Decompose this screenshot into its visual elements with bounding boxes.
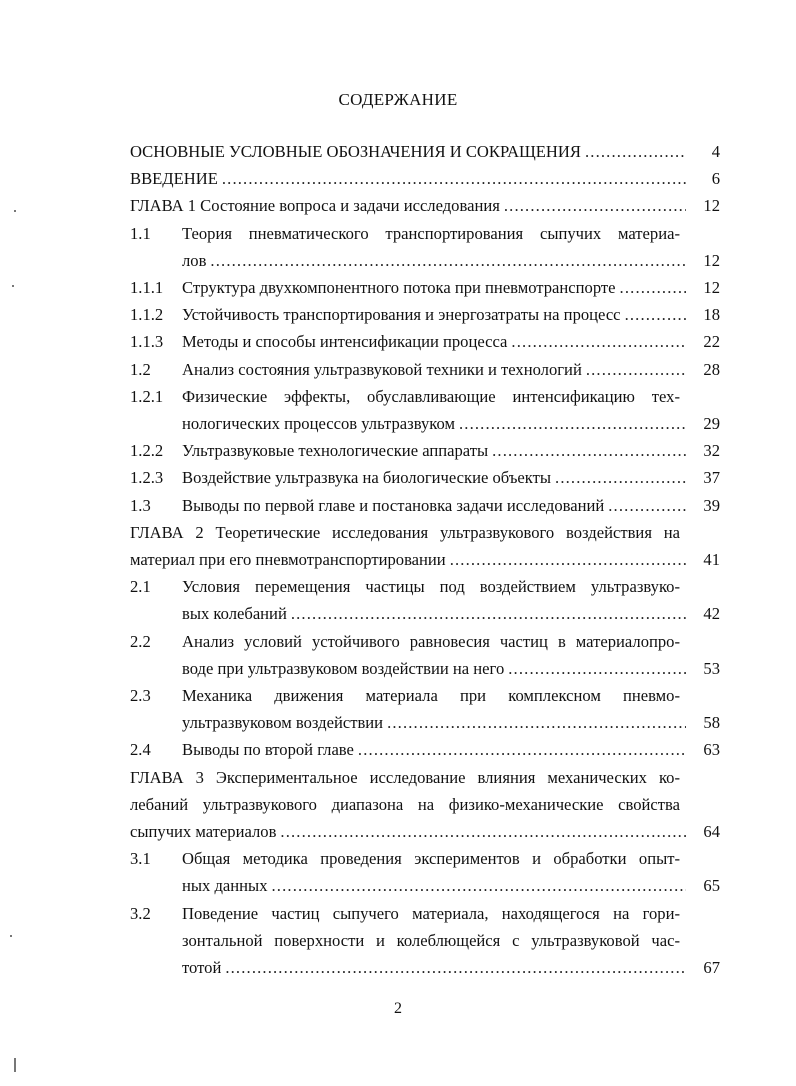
toc-entry-number: 2.4: [130, 740, 151, 760]
dot-leader: [387, 709, 686, 736]
dot-leader: [508, 655, 686, 682]
dot-leader: [492, 437, 686, 464]
toc-entry-title-line: ОСНОВНЫЕ УСЛОВНЫЕ ОБОЗНАЧЕНИЯ И СОКРАЩЕНИЯ: [130, 142, 581, 161]
toc-entry-page: 4: [711, 142, 720, 161]
toc-entry: [130, 356, 720, 383]
dot-leader: [450, 546, 686, 573]
toc-entry-title-line: ГЛАВА 3 Экспериментальное исследование влияния механических ко-: [130, 767, 680, 787]
dot-leader: [459, 410, 686, 437]
toc-entry-page: 12: [703, 278, 720, 298]
toc-entry-title-line: воде при ультразвуковом воздействии на него: [182, 658, 505, 678]
toc-entry-title-line: Методы и способы интенсификации процесса: [182, 332, 508, 352]
toc-entry-number: 2.1: [130, 577, 151, 597]
dot-leader: [511, 328, 686, 355]
toc-entry-number: 1.1.3: [130, 332, 164, 352]
toc-entry-title-line: Воздействие ультразвука на биологические объекты: [182, 468, 552, 488]
dot-leader: [225, 954, 686, 981]
scan-mark: [14, 210, 16, 212]
toc-entry-title-line: Анализ условий устойчивого равновесия частиц в материалопро-: [182, 631, 680, 651]
toc-entry-number: 1.1: [130, 223, 151, 243]
toc-entry-number: 2.2: [130, 631, 151, 651]
scan-mark: [14, 1058, 16, 1072]
toc-entry-title-line: Анализ состояния ультразвуковой техники и технологий: [182, 359, 582, 379]
toc-entry-page: 28: [703, 359, 720, 379]
toc-entry-page: 42: [703, 604, 720, 624]
toc-entry-page: 12: [703, 196, 720, 216]
dot-leader: [272, 872, 687, 899]
toc-entry-page: 22: [703, 332, 720, 352]
toc-entry-page: 65: [703, 876, 720, 896]
toc-entry: [130, 220, 720, 274]
toc-entry: [130, 519, 720, 573]
toc-entry: [130, 165, 720, 192]
toc-entry: [130, 464, 720, 491]
toc-entry-page: 58: [703, 713, 720, 733]
dot-leader: [358, 736, 686, 763]
toc-entry-title-line: ультразвуковом воздействии: [182, 713, 384, 733]
dot-leader: [625, 301, 686, 328]
toc-entry-number: 1.2.3: [130, 468, 164, 488]
dot-leader: [555, 464, 686, 491]
toc-entry-title-line: Общая методика проведения экспериментов и обработки опыт-: [182, 849, 680, 869]
dot-leader: [222, 165, 686, 192]
toc-entry: [130, 274, 720, 301]
toc-entry-title-line: Ультразвуковые технологические аппараты: [182, 441, 489, 461]
toc-entry-title-line: ГЛАВА 2 Теоретические исследования ультразвукового воздействия на: [130, 522, 680, 542]
toc-entry-number: 1.1.2: [130, 305, 164, 325]
toc-entry-title-line: Выводы по первой главе и постановка задачи исследований: [182, 495, 605, 515]
toc-entry-title-line: сыпучих материалов: [130, 822, 277, 842]
toc-entry-page: 37: [703, 468, 720, 488]
toc-entry-page: 64: [703, 822, 720, 842]
toc-entry-title-line: материал при его пневмотранспортировании: [130, 550, 446, 570]
dot-leader: [608, 492, 686, 519]
toc-entry-page: 53: [703, 658, 720, 678]
toc-entry-title-line: Структура двухкомпонентного потока при пневмотранспорте: [182, 278, 616, 298]
scan-mark: [10, 935, 12, 937]
toc-entry-page: 12: [703, 250, 720, 270]
toc-entry-page: 18: [703, 305, 720, 325]
toc-entry-title-line: Поведение частиц сыпучего материала, находящегося на гори-: [182, 903, 680, 923]
toc-entry-title-line: зонтальной поверхности и колеблющейся с ультразвуковой час-: [182, 930, 680, 950]
toc-entry-number: 3.1: [130, 849, 151, 869]
toc-entry-number: 2.3: [130, 686, 151, 706]
toc-entry: [130, 492, 720, 519]
toc-entry-title-line: Теория пневматического транспортирования сыпучих материа-: [182, 223, 680, 243]
toc-entry: [130, 301, 720, 328]
toc-entry-page: 67: [703, 958, 720, 978]
toc-entry-title-line: ГЛАВА 1 Состояние вопроса и задачи исследования: [130, 196, 500, 216]
toc-entry-number: 1.2: [130, 359, 151, 379]
toc-entry-title-line: Механика движения материала при комплексном пневмо-: [182, 686, 680, 706]
toc-entry-title-line: лов: [182, 250, 207, 270]
toc-entry: [130, 845, 720, 899]
toc-entry: [130, 628, 720, 682]
toc-entry-title-line: Выводы по второй главе: [182, 740, 354, 760]
toc-entry-number: 1.2.2: [130, 441, 164, 461]
toc-entry-title-line: лебаний ультразвукового диапазона на физико-механические свойства: [130, 794, 680, 814]
toc-entry-title-line: ных данных: [182, 876, 268, 896]
toc-entry-title-line: Условия перемещения частицы под воздействием ультразвуко-: [182, 577, 680, 597]
dot-leader: [585, 138, 686, 165]
dot-leader: [620, 274, 686, 301]
toc-entry-page: 32: [703, 441, 720, 461]
toc-entry: [130, 573, 720, 627]
toc-entry: [130, 383, 720, 437]
dot-leader: [586, 356, 686, 383]
toc-entry-title-line: нологических процессов ультразвуком: [182, 414, 455, 434]
toc-entry-number: 3.2: [130, 903, 151, 923]
page-number: 2: [394, 1000, 402, 1017]
toc-entry-title-line: Физические эффекты, обуславливающие интенсификацию тех-: [182, 386, 680, 406]
toc-entry: [130, 682, 720, 736]
dot-leader: [291, 600, 686, 627]
table-of-contents: [130, 138, 720, 981]
toc-entry: [130, 138, 720, 165]
dot-leader: [504, 192, 686, 219]
toc-entry: [130, 764, 720, 846]
toc-entry-page: 6: [711, 169, 720, 189]
toc-entry: [130, 328, 720, 355]
toc-entry-page: 39: [703, 495, 720, 515]
toc-entry-number: 1.1.1: [130, 278, 164, 298]
toc-entry-number: 1.3: [130, 495, 151, 515]
scan-mark: [12, 285, 14, 287]
page-title: СОДЕРЖАНИЕ: [338, 90, 458, 109]
toc-entry-title-line: Устойчивость транспортирования и энергозатраты на процесс: [182, 305, 621, 325]
toc-entry-title-line: ВВЕДЕНИЕ: [130, 169, 218, 189]
toc-entry: [130, 736, 720, 763]
toc-entry-title-line: тотой: [182, 958, 222, 978]
toc-entry: [130, 900, 720, 982]
dot-leader: [280, 818, 686, 845]
toc-entry-page: 63: [703, 740, 720, 760]
toc-entry-page: 29: [703, 414, 720, 434]
toc-entry: [130, 192, 720, 219]
toc-entry: [130, 437, 720, 464]
toc-entry-title-line: вых колебаний: [182, 604, 287, 624]
toc-entry-number: 1.2.1: [130, 386, 164, 406]
dot-leader: [210, 247, 686, 274]
toc-entry-page: 41: [703, 550, 720, 570]
